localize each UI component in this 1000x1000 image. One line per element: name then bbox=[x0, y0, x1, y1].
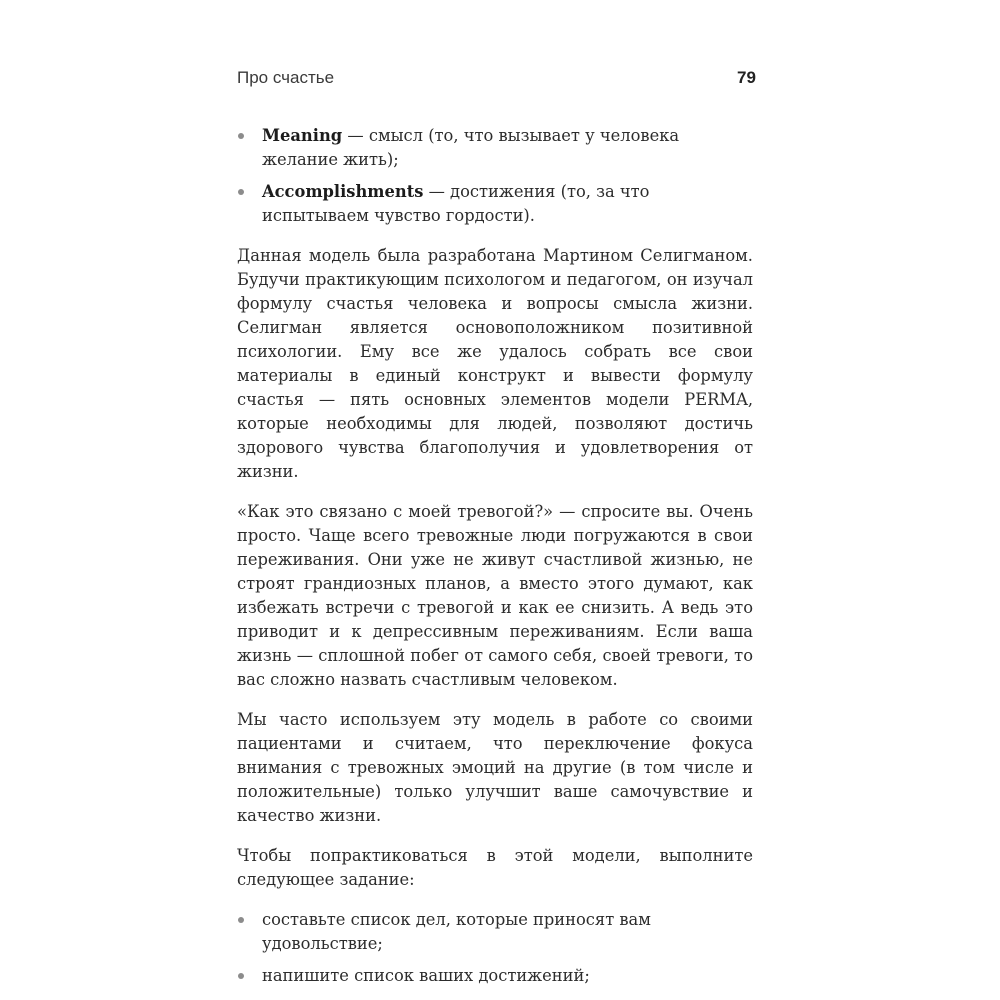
term-definition: — смысл (то, что вызывает у человека желание жить); bbox=[262, 126, 680, 169]
term-meaning: Meaning bbox=[262, 126, 343, 145]
list-item bbox=[237, 964, 753, 988]
paragraph-model-usage: Мы часто используем эту модель в работе со своими пациентами и считаем, что переключение фокуса внимания с тревожных эмоций на другие (в том числе и положительные) только улучшит ваше самочувствие и качество жизни. bbox=[237, 710, 753, 825]
list-item-accomplishments bbox=[237, 180, 753, 228]
term-accomplishments: Accomplishments bbox=[262, 182, 424, 201]
list-item-text bbox=[262, 180, 753, 228]
paragraph-perma-origin: Данная модель была разработана Мартином Селигманом. Будучи практикующим психологом и педагогом, он изучал формулу счастья человека и вопросы смысла жизни. Селигман является основоположником позитивной психологии. Ему все же удалось собрать все свои материалы в единый конструкт и вывести формулу счастья — пять основных элементов модели PERMA, которые необходимы для людей, позволяют достичь здорового чувства благополучия и удовлетворения от жизни. bbox=[237, 246, 753, 481]
page-body bbox=[237, 124, 753, 996]
list-item-meaning bbox=[237, 124, 753, 172]
running-header-title: Про счастье bbox=[237, 68, 335, 87]
page-number: 79 bbox=[737, 68, 756, 87]
list-item-text: напишите список ваших достижений; bbox=[262, 966, 590, 985]
term-definition: — достижения (то, за что испытываем чувство гордости). bbox=[262, 182, 650, 225]
paragraph-anxiety-link: «Как это связано с моей тревогой?» — спросите вы. Очень просто. Чаще всего тревожные люди погружаются в свои переживания. Они уже не живут счастливой жизнью, не строят грандиозных планов, а вместо этого думают, как избежать встречи с тревогой и как ее снизить. А ведь это приводит и к депрессивным переживаниям. Если ваша жизнь — сплошной побег от самого себя, своей тревоги, то вас сложно назвать счастливым человеком. bbox=[237, 502, 753, 689]
list-item bbox=[237, 908, 753, 956]
list-item-text bbox=[262, 124, 753, 172]
paragraph-exercise-intro: Чтобы попрактиковаться в этой модели, выполните следующее задание: bbox=[237, 846, 753, 889]
list-item-text: составьте список дел, которые приносят вам удовольствие; bbox=[262, 910, 651, 953]
